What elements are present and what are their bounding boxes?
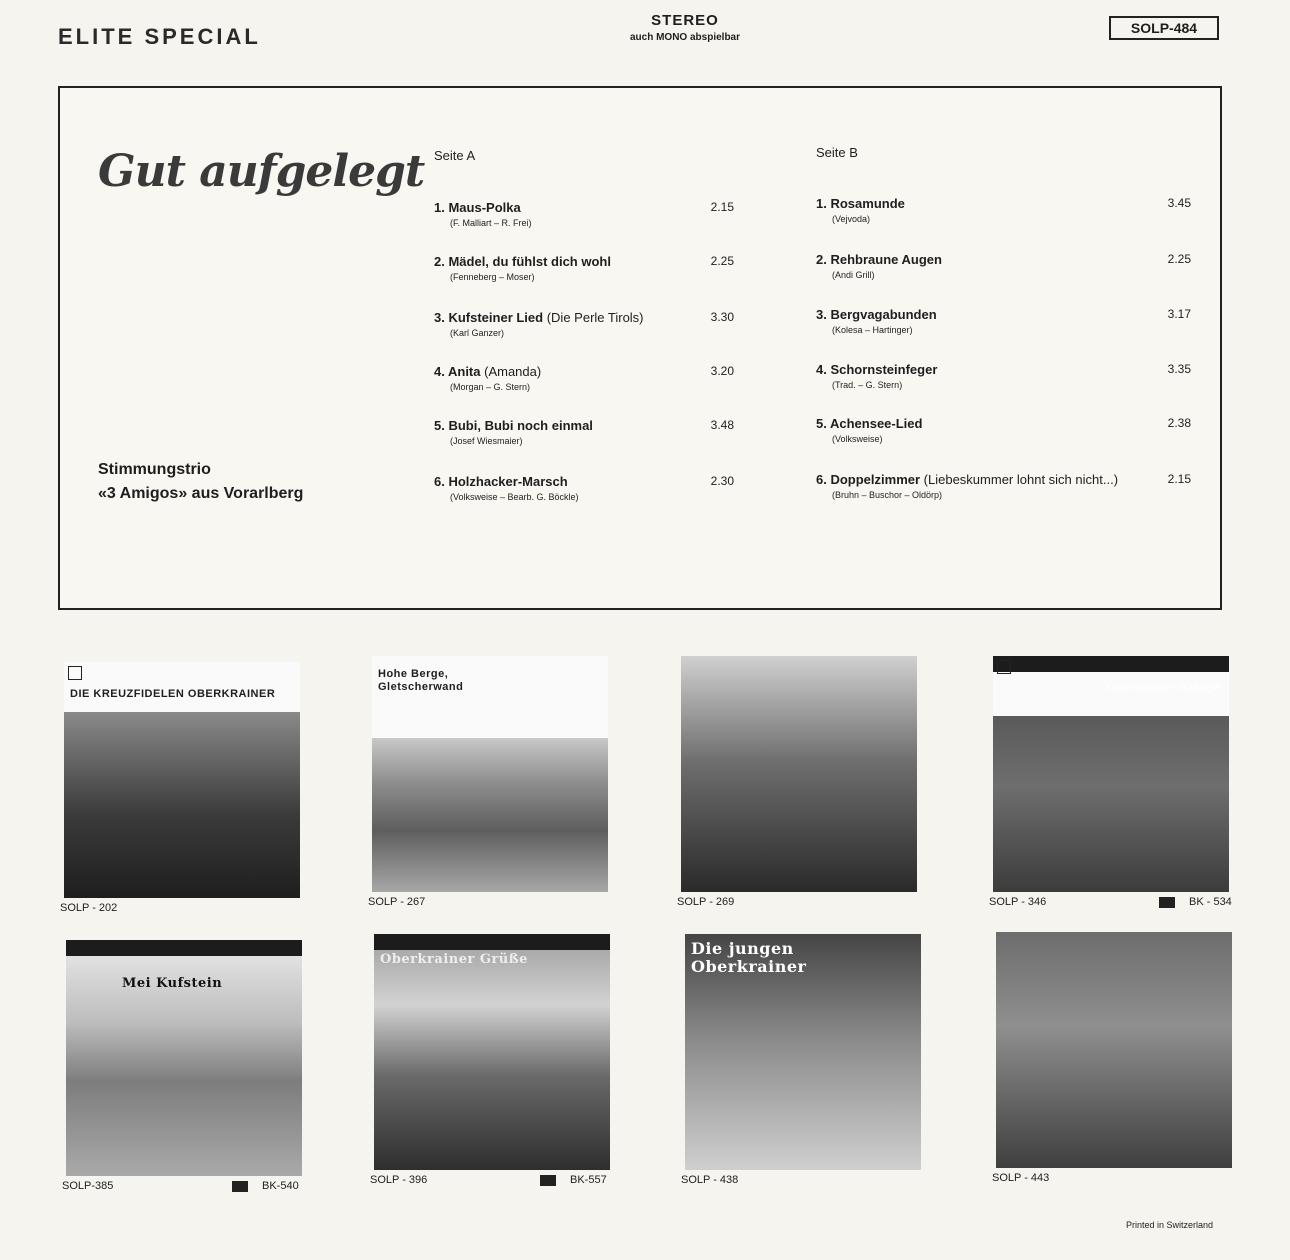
cover-photo <box>64 712 300 898</box>
track-subtitle: (Die Perle Tirols) <box>546 310 644 325</box>
cover-catalog-code: SOLP - 396 <box>370 1174 428 1186</box>
track-duration: 2.15 <box>710 200 734 214</box>
track-number: 4. <box>816 362 827 377</box>
track-duration: 3.20 <box>710 364 734 378</box>
track-credit: (Josef Wiesmaier) <box>450 436 523 446</box>
cover-title: Oberkrainer-Klänge <box>1107 680 1221 694</box>
artist-line-1: Stimmungstrio <box>98 461 211 478</box>
cover-title: Mei Kufstein <box>122 976 223 991</box>
track-title-line <box>816 196 1191 211</box>
track-number: 3. <box>816 307 827 322</box>
track-number: 6. <box>816 472 827 487</box>
cover-series-band <box>66 940 302 956</box>
track-duration: 2.25 <box>710 254 734 268</box>
track-credit: (Morgan – G. Stern) <box>450 382 531 392</box>
cover-series-band <box>374 934 610 950</box>
track-item <box>816 196 1191 224</box>
track-credit: (Vejvoda) <box>832 214 871 224</box>
track-title-line <box>434 200 734 215</box>
track-title: Kufsteiner Lied <box>448 310 544 325</box>
track-title: Doppelzimmer <box>830 472 921 487</box>
cover-catalog-code: SOLP - 267 <box>368 896 426 908</box>
track-number: 5. <box>434 418 445 433</box>
cover-catalog-code: SOLP - 269 <box>677 896 735 908</box>
cover-photo <box>993 716 1229 892</box>
track-credit: (Karl Ganzer) <box>450 328 505 338</box>
album-title: Gut aufgelegt <box>98 146 425 197</box>
track-credit: (Volksweise) <box>832 434 883 444</box>
track-credit: (Trad. – G. Stern) <box>832 380 903 390</box>
cover-photo <box>996 932 1232 1168</box>
track-subtitle: (Liebeskummer lohnt sich nicht...) <box>923 472 1119 487</box>
track-title-line <box>434 418 734 433</box>
album-cover <box>993 656 1229 892</box>
cover-catalog-code: SOLP - 202 <box>60 902 118 914</box>
artist-name <box>98 458 303 506</box>
side-b-heading: Seite B <box>816 145 858 160</box>
track-number: 2. <box>434 254 445 269</box>
track-duration: 2.25 <box>1167 252 1191 266</box>
track-number: 1. <box>434 200 445 215</box>
track-item <box>816 307 1191 335</box>
track-title-line <box>434 364 734 379</box>
cassette-code: BK - 534 <box>1189 896 1232 908</box>
cover-series-band <box>993 656 1229 672</box>
track-duration: 3.45 <box>1167 196 1191 210</box>
cover-title: Hohe Berge, Gletscherwand <box>378 668 464 693</box>
track-title: Bubi, Bubi noch einmal <box>448 418 593 433</box>
track-number: 6. <box>434 474 445 489</box>
track-title: Rosamunde <box>830 196 905 211</box>
track-number: 1. <box>816 196 827 211</box>
track-title: Bergvagabunden <box>830 307 937 322</box>
cassette-icon <box>1159 897 1175 908</box>
cover-photo <box>372 738 608 892</box>
label-logo-icon <box>68 666 82 680</box>
track-credit: (Bruhn – Buschor – Oldörp) <box>832 490 943 500</box>
track-item <box>434 364 734 392</box>
side-a-heading: Seite A <box>434 148 476 163</box>
album-cover <box>685 934 921 1170</box>
tracklist-panel <box>58 86 1222 610</box>
album-cover <box>996 932 1232 1168</box>
track-number: 5. <box>816 416 827 431</box>
cover-photo <box>374 934 610 1170</box>
track-credit: (Kolesa – Hartinger) <box>832 325 913 335</box>
album-cover <box>372 656 608 892</box>
track-item <box>434 418 734 446</box>
catalog-number: SOLP-484 <box>1109 16 1219 40</box>
track-title-line <box>434 310 734 325</box>
track-duration: 2.15 <box>1167 472 1191 486</box>
track-title-line <box>434 474 734 489</box>
label-logo-icon <box>997 660 1011 674</box>
track-title-line <box>816 416 1191 431</box>
track-title-line <box>816 472 1191 487</box>
track-title: Maus-Polka <box>448 200 521 215</box>
cover-photo <box>681 656 917 892</box>
track-credit: (Volksweise – Bearb. G. Böckle) <box>450 492 579 502</box>
cover-title: Die jungen Oberkrainer <box>691 939 807 976</box>
cover-header <box>64 662 300 712</box>
track-subtitle: (Amanda) <box>484 364 542 379</box>
track-item <box>816 472 1191 500</box>
track-title-line <box>816 362 1191 377</box>
cover-catalog-code: SOLP-385 <box>62 1180 114 1192</box>
track-duration: 2.38 <box>1167 416 1191 430</box>
cover-title: DIE KREUZFIDELEN OBERKRAINER <box>70 688 276 700</box>
track-title-line <box>434 254 734 269</box>
track-title: Achensee-Lied <box>829 416 923 431</box>
track-item <box>434 254 734 282</box>
track-title: Anita <box>447 364 481 379</box>
track-number: 2. <box>816 252 827 267</box>
cover-catalog-code: SOLP - 438 <box>681 1174 739 1186</box>
track-credit: (Fenneberg – Moser) <box>450 272 535 282</box>
track-number: 4. <box>434 364 445 379</box>
track-item <box>816 362 1191 390</box>
mono-note: auch MONO abspielbar <box>629 32 741 43</box>
track-item <box>816 416 1191 444</box>
album-cover <box>66 940 302 1176</box>
track-item <box>816 252 1191 280</box>
track-credit: (F. Malliart – R. Frei) <box>450 218 532 228</box>
track-item <box>434 310 734 338</box>
album-cover <box>374 934 610 1170</box>
cover-catalog-code: SOLP - 346 <box>989 896 1047 908</box>
cassette-code: BK-557 <box>570 1174 607 1186</box>
cassette-icon <box>232 1181 248 1192</box>
album-cover <box>64 662 300 898</box>
track-title: Schornsteinfeger <box>830 362 938 377</box>
track-title: Mädel, du fühlst dich wohl <box>448 254 611 269</box>
cassette-icon <box>540 1175 556 1186</box>
track-item <box>434 474 734 502</box>
artist-line-2: «3 Amigos» aus Vorarlberg <box>98 485 304 502</box>
printed-note: Printed in Switzerland <box>1126 1220 1214 1230</box>
track-title-line <box>816 252 1191 267</box>
track-item <box>434 200 734 228</box>
track-title: Holzhacker-Marsch <box>448 474 568 489</box>
cassette-code: BK-540 <box>262 1180 299 1192</box>
track-duration: 2.30 <box>710 474 734 488</box>
track-credit: (Andi Grill) <box>832 270 875 280</box>
cover-title: Oberkrainer Grüße <box>380 952 528 967</box>
album-cover <box>681 656 917 892</box>
brand-label: ELITE SPECIAL <box>58 24 261 49</box>
track-duration: 3.48 <box>710 418 734 432</box>
track-title-line <box>816 307 1191 322</box>
cover-catalog-code: SOLP - 443 <box>992 1172 1050 1184</box>
stereo-label: STEREO <box>651 12 719 29</box>
track-number: 3. <box>434 310 445 325</box>
track-title: Rehbraune Augen <box>830 252 942 267</box>
track-duration: 3.17 <box>1167 307 1191 321</box>
track-duration: 3.30 <box>710 310 734 324</box>
track-duration: 3.35 <box>1167 362 1191 376</box>
